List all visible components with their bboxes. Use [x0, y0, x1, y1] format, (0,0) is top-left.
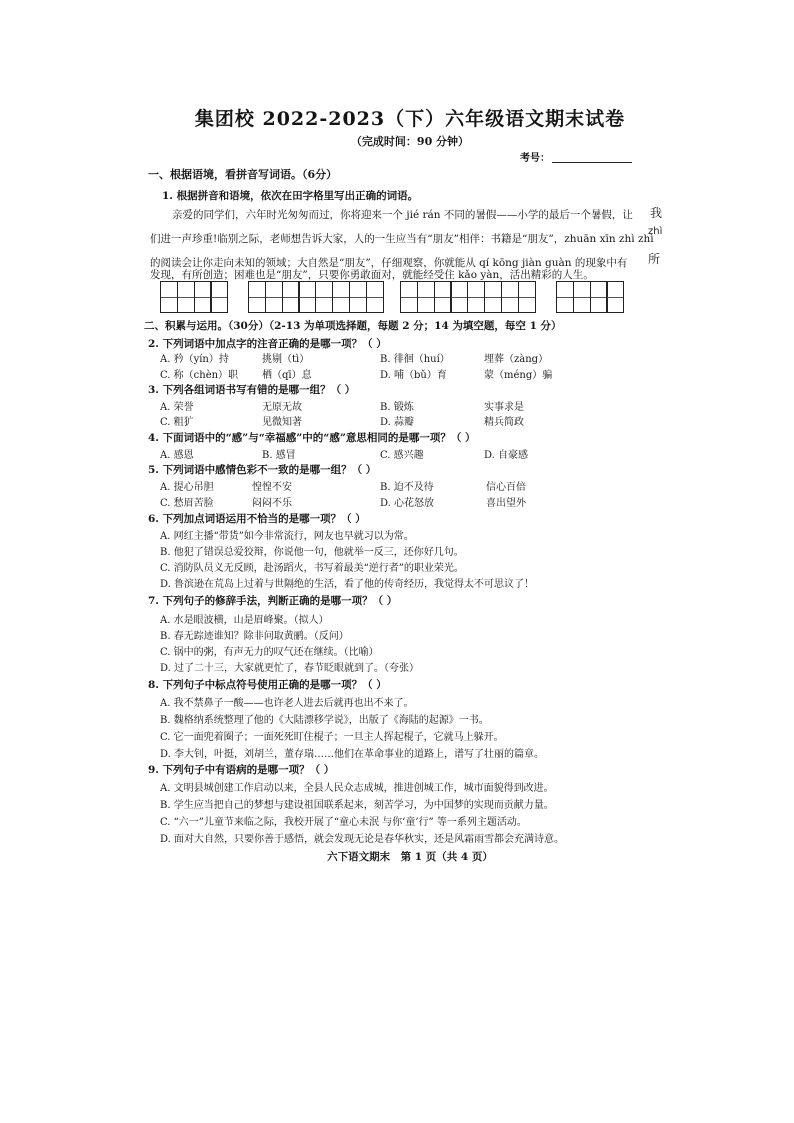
- handwriting-mark-1: 我: [650, 206, 663, 220]
- handwriting-mark-2: 所: [648, 252, 661, 266]
- q5-option-a-word2: 惶惶不安: [252, 482, 292, 493]
- q6-option-a[interactable]: A. 网红主播“带货”如今非常流行，网友也早就习以为常。: [160, 531, 414, 542]
- q3-option-d-word2: 精兵简政: [484, 417, 524, 428]
- q2-option-a[interactable]: A. 矜（yín）持: [160, 354, 229, 365]
- exam-title: 集团校 2022-2023（下）六年级语文期末试卷: [194, 108, 626, 130]
- q4-option-a[interactable]: A. 感恩: [160, 450, 194, 461]
- question4-stem: 4. 下面词语中的“感”与“幸福感”中的“感”意思相同的是哪一项？（ ）: [148, 432, 476, 444]
- section1-heading: 一、根据语境，看拼音写词语。（6分）: [148, 168, 338, 181]
- q8-option-c[interactable]: C. 它一面兜着圈子；一面死死盯住棍子；一旦主人挥起棍子，它就马上躲开。: [160, 732, 504, 743]
- q5-option-c-word2: 闷闷不乐: [252, 498, 292, 509]
- q5-option-d-word2: 喜出望外: [486, 498, 526, 509]
- q9-option-c[interactable]: C. “六一”儿童节来临之际，我校开展了“童心未泯 与你‘童’行” 等一系列主题活动。: [160, 817, 527, 828]
- seat-number-field: [520, 149, 632, 164]
- q3-option-b[interactable]: B. 锻炼: [380, 402, 414, 413]
- writing-grid-3[interactable]: [400, 281, 535, 313]
- writing-grid-1[interactable]: [160, 281, 227, 313]
- q9-option-d[interactable]: D. 面对大自然，只要你善于感悟，就会发现无论是春华秋实，还是风霜雨雪都会充满诗意。: [160, 834, 565, 845]
- q3-option-c-word2: 见微知著: [262, 417, 302, 428]
- question6-stem: 6. 下列加点词语运用不恰当的是哪一项？（ ）: [148, 513, 366, 525]
- q2-option-c[interactable]: C. 称（chèn）职: [160, 370, 239, 381]
- q7-option-c[interactable]: C. 锅中的粥，有声无力的叹气还在继续。（比喻）: [160, 647, 379, 658]
- section2-heading: 二、积累与运用。（30分）（2-13 为单项选择题，每题 2 分；14 为填空题，每空 1 分）: [144, 320, 562, 332]
- q5-option-d[interactable]: D. 心花怒放: [380, 498, 435, 509]
- writing-grid-4[interactable]: [556, 281, 623, 313]
- q7-option-b[interactable]: B. 春无踪迹谁知？除非问取黄鹂。（反问）: [160, 631, 349, 642]
- q6-option-d[interactable]: D. 鲁滨逊在荒岛上过着与世隔绝的生活，看了他的传奇经历，我觉得太不可思议了！: [160, 579, 535, 590]
- seat-blank[interactable]: [552, 162, 632, 163]
- q2-option-d-word2: 蒙（méng）骗: [484, 370, 553, 381]
- question2-stem: 2. 下列词语中加点字的注音正确的是哪一项？（ ）: [148, 338, 387, 350]
- q5-option-a[interactable]: A. 提心吊胆: [160, 482, 214, 493]
- q8-option-a[interactable]: A. 我不禁鼻子一酸——也许老人进去后就再也出不来了。: [160, 698, 414, 709]
- question9-stem: 9. 下列句子中有语病的是哪一项？（ ）: [148, 764, 335, 776]
- q8-option-b[interactable]: B. 魏格纳系统整理了他的《大陆漂移学说》，出版了《海陆的起源》一书。: [160, 715, 489, 726]
- q9-option-a[interactable]: A. 文明县城创建工作启动以来，全县人民众志成城，推进创城工作，城市面貌得到改进。: [160, 783, 554, 794]
- q3-option-a[interactable]: A. 荣誉: [160, 402, 194, 413]
- writing-grid-2[interactable]: [248, 281, 383, 313]
- q4-option-b[interactable]: B. 感冒: [262, 450, 296, 461]
- q6-option-b[interactable]: B. 他犯了错误总爱狡辩，你说他一句，他就举一反三，还你好几句。: [160, 547, 464, 558]
- seat-label: 考号：: [520, 153, 550, 164]
- question7-stem: 7. 下列句子的修辞手法，判断正确的是哪一项？（ ）: [148, 595, 398, 607]
- q8-option-d[interactable]: D. 李大钊，叶挺，刘胡兰，董存瑞……他们在革命事业的道路上，谱写了壮丽的篇章。: [160, 749, 545, 760]
- q2-option-c-word2: 栖（qī）息: [262, 370, 312, 381]
- exam-time: （完成时间：90 分钟）: [350, 135, 470, 148]
- question5-stem: 5. 下列词语中感情色彩不一致的是哪一组？（ ）: [148, 464, 377, 476]
- q7-option-d[interactable]: D. 过了二十三，大家就更忙了，春节眨眼就到了。（夸张）: [160, 663, 420, 674]
- question8-stem: 8. 下列句子中标点符号使用正确的是哪一项？（ ）: [148, 679, 387, 691]
- q2-option-b-word2: 埋葬（zàng）: [484, 354, 549, 365]
- q5-option-b[interactable]: B. 迫不及待: [380, 482, 434, 493]
- question1-stem: 1. 根据拼音和语境，依次在田字格里写出正确的词语。: [162, 190, 419, 202]
- q2-option-d[interactable]: D. 哺（bǔ）育: [380, 370, 447, 381]
- q3-option-b-word2: 实事求是: [484, 402, 524, 413]
- q4-option-c[interactable]: C. 感兴趣: [380, 450, 424, 461]
- q2-option-b[interactable]: B. 徘徊（huí）: [380, 354, 450, 365]
- q9-option-b[interactable]: B. 学生应当把自己的梦想与建设祖国联系起来，刻苦学习，为中国梦的实现而贡献力量。: [160, 800, 554, 811]
- q3-option-a-word2: 无原无故: [262, 402, 302, 413]
- q3-option-c[interactable]: C. 粗犷: [160, 417, 194, 428]
- q6-option-c[interactable]: C. 消防队员义无反顾，赴汤蹈火，书写着最美“逆行者”的职业荣光。: [160, 563, 464, 574]
- q5-option-c[interactable]: C. 愁眉苦脸: [160, 498, 214, 509]
- handwriting-mark-3: zhì: [648, 226, 663, 237]
- q7-option-a[interactable]: A. 水是眼波横，山是眉峰聚。（拟人）: [160, 615, 329, 626]
- section1-para-line2: 们进一声珍重!临别之际，老师想告诉大家，人的一生应当有“朋友”相伴：书籍是“朋友”，zhuān xīn zhì zhì: [150, 233, 654, 245]
- section1-para-line3: 的阅读会让你走向未知的领域；大自然是“朋友”，仔细观察，你就能从 qí kōng jiàn guàn 的现象中有: [150, 257, 628, 269]
- section1-para-line1: 亲爱的同学们，六年时光匆匆而过，你将迎来一个 jié rán 不同的暑假——小学的最后一个暑假，让: [172, 209, 633, 221]
- section1-para-line4: 发现，有所创造；困难也是“朋友”，只要你勇敢面对，就能经受住 kǎo yàn，活出精彩的人生。: [150, 269, 594, 281]
- q4-option-d[interactable]: D. 自豪感: [484, 450, 529, 461]
- q2-option-a-word2: 挑剔（tì）: [262, 354, 310, 365]
- page-footer: 六下语文期末 第 1 页（共 4 页）: [327, 851, 493, 863]
- q5-option-b-word2: 信心百倍: [486, 482, 526, 493]
- question3-stem: 3. 下列各组词语书写有错的是哪一组？（ ）: [148, 384, 356, 396]
- q3-option-d[interactable]: D. 蒜瓣: [380, 417, 415, 428]
